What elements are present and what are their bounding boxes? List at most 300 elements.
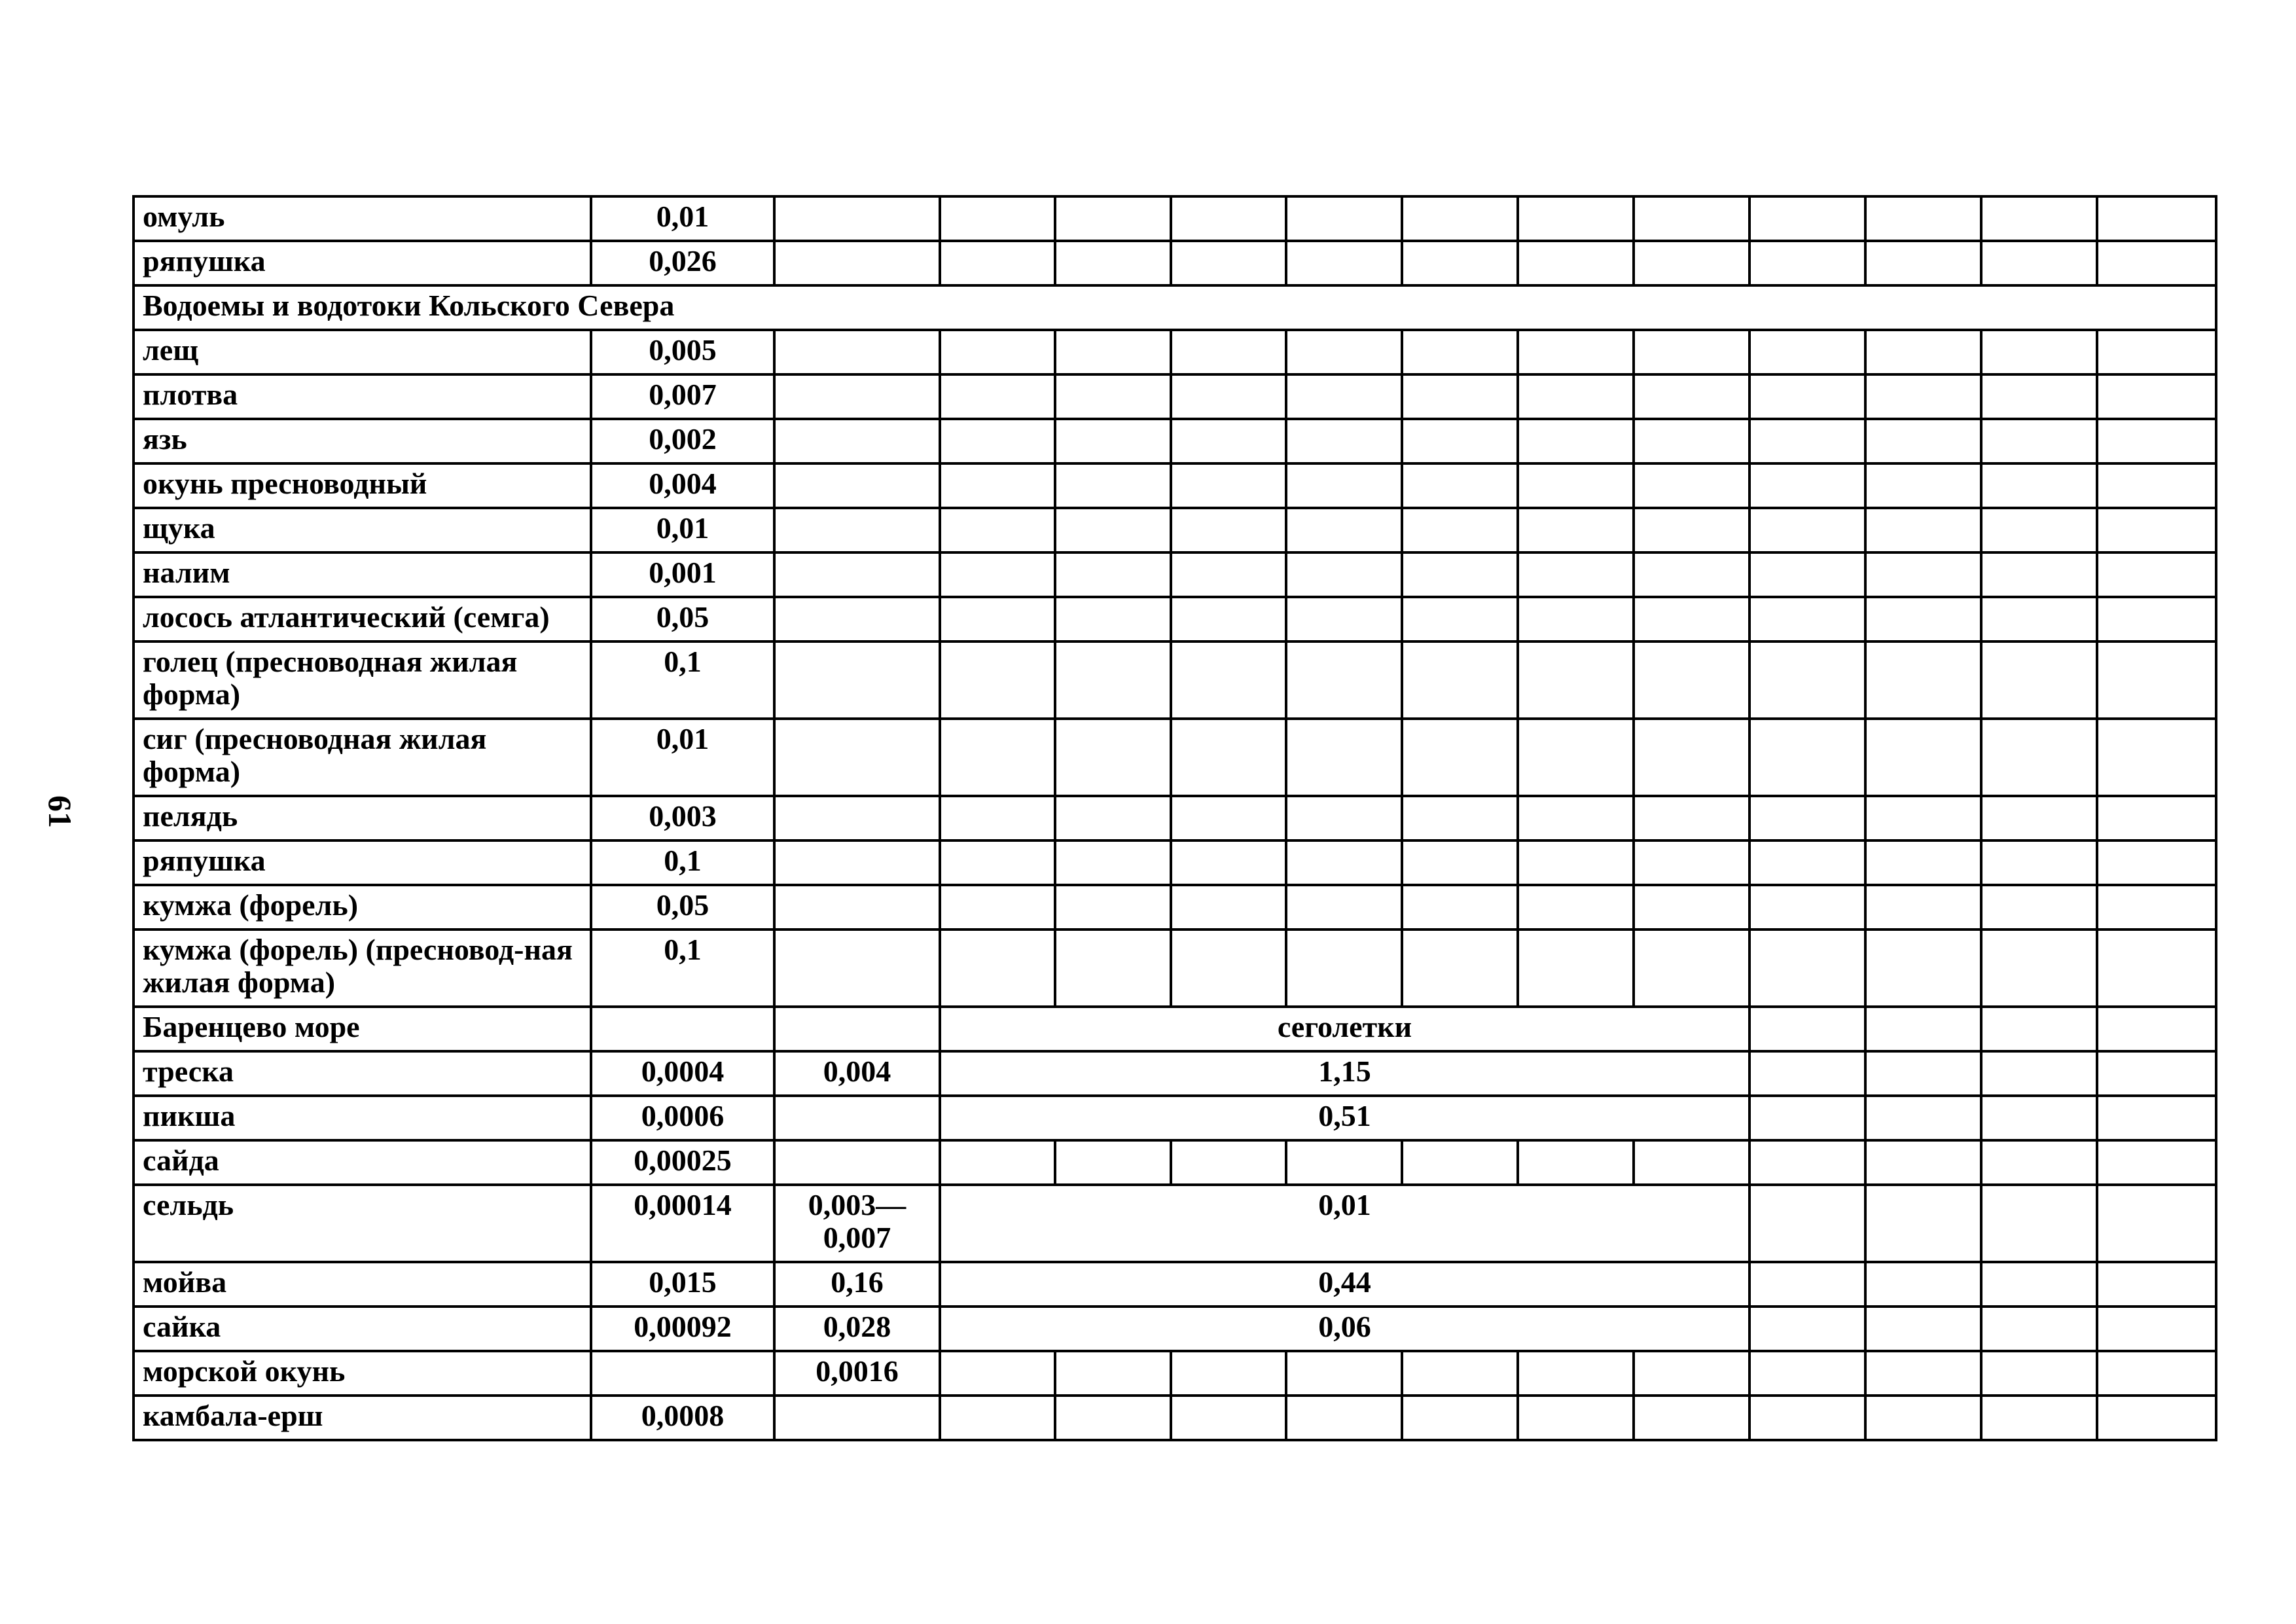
value-cell: 0,002 [591,419,774,463]
table-row [134,1307,2216,1351]
species-name: сиг (пресноводная жилая форма) [134,719,591,796]
table-row [134,840,2216,885]
value-cell [774,1007,940,1051]
value-cell [774,1096,940,1140]
table-row [134,552,2216,597]
empty-cell [1518,196,1634,241]
empty-cell [2097,463,2216,508]
empty-cell [1865,840,1981,885]
empty-cell [1402,508,1518,552]
empty-cell [2097,1096,2216,1140]
empty-cell [1171,1140,1286,1185]
empty-cell [2097,1140,2216,1185]
table-row [134,641,2216,719]
empty-cell [1981,885,2097,929]
empty-cell [1981,463,2097,508]
empty-cell [1634,1140,1749,1185]
empty-cell [1402,196,1518,241]
empty-cell [1865,597,1981,641]
empty-cell [1055,719,1171,796]
species-name: Баренцево море [134,1007,591,1051]
empty-cell [2097,1351,2216,1396]
empty-cell [1981,374,2097,419]
table-row [134,1051,2216,1096]
empty-cell [1634,929,1749,1007]
value-cell: 0,0008 [591,1396,774,1440]
empty-cell [1402,885,1518,929]
species-name: сайда [134,1140,591,1185]
empty-cell [1981,1396,2097,1440]
empty-cell [1055,929,1171,1007]
value-cell [774,641,940,719]
empty-cell [1286,840,1402,885]
table-row [134,597,2216,641]
empty-cell [1171,641,1286,719]
empty-cell [1171,196,1286,241]
species-name: налим [134,552,591,597]
empty-cell [1171,241,1286,285]
empty-cell [2097,196,2216,241]
empty-cell [1171,463,1286,508]
value-cell: 0,003 [591,796,774,840]
empty-cell [1634,840,1749,885]
empty-cell [940,840,1055,885]
empty-cell [1402,1351,1518,1396]
empty-cell [1402,597,1518,641]
empty-cell [1634,196,1749,241]
empty-cell [1055,1351,1171,1396]
empty-cell [1981,796,2097,840]
empty-cell [2097,840,2216,885]
empty-cell [1402,330,1518,374]
empty-cell [1055,1140,1171,1185]
empty-cell [1171,508,1286,552]
empty-cell [2097,330,2216,374]
empty-cell [940,552,1055,597]
empty-cell [1749,1396,1865,1440]
value-cell [591,1351,774,1396]
value-cell: 0,05 [591,597,774,641]
empty-cell [1171,840,1286,885]
empty-cell [1749,929,1865,1007]
merged-value-cell: 0,01 [940,1185,1749,1262]
empty-cell [1865,796,1981,840]
empty-cell [1055,1396,1171,1440]
empty-cell [1865,885,1981,929]
empty-cell [1865,641,1981,719]
empty-cell [1286,597,1402,641]
empty-cell [1171,330,1286,374]
empty-cell [2097,241,2216,285]
empty-cell [1518,929,1634,1007]
species-name: мойва [134,1262,591,1307]
table-row [134,463,2216,508]
empty-cell [1171,796,1286,840]
species-name: камбала-ерш [134,1396,591,1440]
empty-cell [940,1351,1055,1396]
empty-cell [2097,597,2216,641]
empty-cell [2097,929,2216,1007]
value-cell [774,1140,940,1185]
empty-cell [1865,508,1981,552]
empty-cell [1055,796,1171,840]
table-row [134,508,2216,552]
empty-cell [1518,641,1634,719]
empty-cell [1055,374,1171,419]
value-cell: 0,0006 [591,1096,774,1140]
value-cell [774,929,940,1007]
empty-cell [1749,330,1865,374]
empty-cell [1749,1351,1865,1396]
empty-cell [1171,374,1286,419]
empty-cell [1634,597,1749,641]
empty-cell [1171,885,1286,929]
empty-cell [1634,641,1749,719]
empty-cell [1981,929,2097,1007]
empty-cell [1981,508,2097,552]
empty-cell [1749,641,1865,719]
value-cell [774,552,940,597]
empty-cell [2097,719,2216,796]
empty-cell [1981,1007,2097,1051]
species-name: лещ [134,330,591,374]
value-cell: 0,1 [591,641,774,719]
empty-cell [1749,1185,1865,1262]
value-cell [774,597,940,641]
empty-cell [1286,641,1402,719]
value-cell [774,796,940,840]
empty-cell [1402,463,1518,508]
empty-cell [1634,508,1749,552]
table-row [134,885,2216,929]
empty-cell [940,419,1055,463]
empty-cell [1055,885,1171,929]
value-cell: 0,00092 [591,1307,774,1351]
empty-cell [1518,374,1634,419]
empty-cell [1286,796,1402,840]
empty-cell [1634,241,1749,285]
empty-cell [1634,330,1749,374]
value-cell: 0,00014 [591,1185,774,1262]
empty-cell [1981,552,2097,597]
empty-cell [2097,885,2216,929]
merged-value-cell: 1,15 [940,1051,1749,1096]
section-header-row [134,285,2216,330]
value-cell: 0,007 [591,374,774,419]
empty-cell [2097,1051,2216,1096]
value-cell: 0,01 [591,508,774,552]
empty-cell [1749,796,1865,840]
section-title: Водоемы и водотоки Кольского Севера [134,285,2216,330]
value-cell [774,419,940,463]
table-row [134,1262,2216,1307]
empty-cell [1634,374,1749,419]
empty-cell [1634,719,1749,796]
value-cell: 0,01 [591,196,774,241]
species-name: окунь пресноводный [134,463,591,508]
table-row [134,1140,2216,1185]
empty-cell [1865,1096,1981,1140]
empty-cell [1981,1140,2097,1185]
empty-cell [1865,1351,1981,1396]
value-cell [591,1007,774,1051]
empty-cell [1865,419,1981,463]
empty-cell [1749,1140,1865,1185]
merged-value-cell: 0,06 [940,1307,1749,1351]
empty-cell [1981,1051,2097,1096]
empty-cell [2097,1262,2216,1307]
empty-cell [1402,552,1518,597]
table-row [134,1396,2216,1440]
empty-cell [1171,719,1286,796]
empty-cell [1286,463,1402,508]
empty-cell [1518,463,1634,508]
empty-cell [2097,796,2216,840]
empty-cell [1286,330,1402,374]
empty-cell [940,641,1055,719]
value-cell [774,1396,940,1440]
value-cell [774,196,940,241]
table-row [134,719,2216,796]
merged-value-cell: 0,44 [940,1262,1749,1307]
empty-cell [1055,597,1171,641]
empty-cell [2097,374,2216,419]
empty-cell [1055,840,1171,885]
empty-cell [1402,929,1518,1007]
empty-cell [1286,1351,1402,1396]
table-row [134,796,2216,840]
empty-cell [1865,374,1981,419]
empty-cell [1055,463,1171,508]
empty-cell [1749,719,1865,796]
page-number: 61 [42,795,79,828]
empty-cell [1402,796,1518,840]
species-name: пикша [134,1096,591,1140]
value-cell: 0,004 [774,1051,940,1096]
value-cell: 0,026 [591,241,774,285]
empty-cell [1981,241,2097,285]
empty-cell [1749,1096,1865,1140]
empty-cell [1518,885,1634,929]
empty-cell [940,719,1055,796]
empty-cell [1171,1351,1286,1396]
species-name: пелядь [134,796,591,840]
empty-cell [1749,374,1865,419]
species-name: язь [134,419,591,463]
species-name: омуль [134,196,591,241]
table-row [134,419,2216,463]
empty-cell [1865,330,1981,374]
empty-cell [1749,241,1865,285]
table-row [134,330,2216,374]
empty-cell [1171,1396,1286,1440]
empty-cell [2097,552,2216,597]
species-name: щука [134,508,591,552]
empty-cell [940,330,1055,374]
empty-cell [2097,1007,2216,1051]
merged-value-cell: сеголетки [940,1007,1749,1051]
empty-cell [1981,597,2097,641]
empty-cell [1518,330,1634,374]
species-name: ряпушка [134,241,591,285]
empty-cell [1286,1396,1402,1440]
species-name: сайка [134,1307,591,1351]
empty-cell [1981,1262,2097,1307]
empty-cell [1865,241,1981,285]
empty-cell [1518,241,1634,285]
empty-cell [2097,641,2216,719]
empty-cell [1749,885,1865,929]
empty-cell [1865,463,1981,508]
empty-cell [1518,796,1634,840]
empty-cell [1634,796,1749,840]
value-cell: 0,003— 0,007 [774,1185,940,1262]
empty-cell [1981,719,2097,796]
empty-cell [1402,374,1518,419]
empty-cell [1286,552,1402,597]
empty-cell [1402,840,1518,885]
value-cell: 0,1 [591,929,774,1007]
empty-cell [940,508,1055,552]
empty-cell [1518,1351,1634,1396]
value-cell [774,508,940,552]
empty-cell [1981,641,2097,719]
empty-cell [1634,1351,1749,1396]
empty-cell [940,885,1055,929]
empty-cell [1518,1396,1634,1440]
table-row [134,241,2216,285]
empty-cell [1286,374,1402,419]
empty-cell [1402,1396,1518,1440]
empty-cell [1749,1051,1865,1096]
empty-cell [940,374,1055,419]
table-row [134,1096,2216,1140]
empty-cell [1055,241,1171,285]
empty-cell [2097,508,2216,552]
species-name: голец (пресноводная жилая форма) [134,641,591,719]
empty-cell [1286,719,1402,796]
species-name: плотва [134,374,591,419]
empty-cell [2097,419,2216,463]
empty-cell [1865,1307,1981,1351]
empty-cell [1865,196,1981,241]
table-row [134,1351,2216,1396]
value-cell: 0,005 [591,330,774,374]
empty-cell [1286,508,1402,552]
empty-cell [1055,419,1171,463]
species-name: треска [134,1051,591,1096]
empty-cell [1518,1140,1634,1185]
table-row [134,196,2216,241]
empty-cell [1749,597,1865,641]
value-cell: 0,028 [774,1307,940,1351]
table-row [134,374,2216,419]
empty-cell [1634,552,1749,597]
empty-cell [1865,1007,1981,1051]
empty-cell [1634,1396,1749,1440]
value-cell [774,463,940,508]
empty-cell [940,597,1055,641]
empty-cell [1981,419,2097,463]
empty-cell [2097,1396,2216,1440]
empty-cell [1865,1185,1981,1262]
empty-cell [1286,241,1402,285]
empty-cell [1286,885,1402,929]
value-cell: 0,1 [591,840,774,885]
empty-cell [1518,508,1634,552]
empty-cell [1634,419,1749,463]
empty-cell [940,796,1055,840]
value-cell [774,719,940,796]
empty-cell [2097,1185,2216,1262]
merged-value-cell: 0,51 [940,1096,1749,1140]
empty-cell [1055,196,1171,241]
value-cell [774,330,940,374]
empty-cell [1518,719,1634,796]
empty-cell [1865,929,1981,1007]
empty-cell [1055,641,1171,719]
species-name: кумжа (форель) (пресновод-ная жилая форма) [134,929,591,1007]
empty-cell [940,929,1055,1007]
empty-cell [1749,508,1865,552]
species-name: сельдь [134,1185,591,1262]
empty-cell [1518,840,1634,885]
empty-cell [1865,719,1981,796]
value-cell [774,885,940,929]
empty-cell [1055,508,1171,552]
table-row [134,1007,2216,1051]
empty-cell [1865,1051,1981,1096]
empty-cell [1634,885,1749,929]
empty-cell [1402,1140,1518,1185]
empty-cell [1981,1096,2097,1140]
empty-cell [1749,840,1865,885]
species-name: кумжа (форель) [134,885,591,929]
table-row [134,1185,2216,1262]
species-name: лосось атлантический (семга) [134,597,591,641]
empty-cell [940,241,1055,285]
empty-cell [940,196,1055,241]
empty-cell [940,463,1055,508]
empty-cell [1171,597,1286,641]
empty-cell [1981,1351,2097,1396]
empty-cell [1865,1396,1981,1440]
empty-cell [1749,196,1865,241]
data-table [132,195,2217,1441]
empty-cell [1286,929,1402,1007]
empty-cell [1402,641,1518,719]
empty-cell [1749,1007,1865,1051]
value-cell [774,374,940,419]
empty-cell [1981,1307,2097,1351]
empty-cell [1171,929,1286,1007]
empty-cell [1749,1262,1865,1307]
empty-cell [2097,1307,2216,1351]
value-cell: 0,0016 [774,1351,940,1396]
species-name: ряпушка [134,840,591,885]
empty-cell [940,1396,1055,1440]
value-cell: 0,00025 [591,1140,774,1185]
value-cell: 0,0004 [591,1051,774,1096]
empty-cell [1981,840,2097,885]
value-cell: 0,015 [591,1262,774,1307]
empty-cell [1402,241,1518,285]
empty-cell [1402,419,1518,463]
empty-cell [1518,419,1634,463]
value-cell: 0,16 [774,1262,940,1307]
value-cell: 0,004 [591,463,774,508]
value-cell [774,840,940,885]
